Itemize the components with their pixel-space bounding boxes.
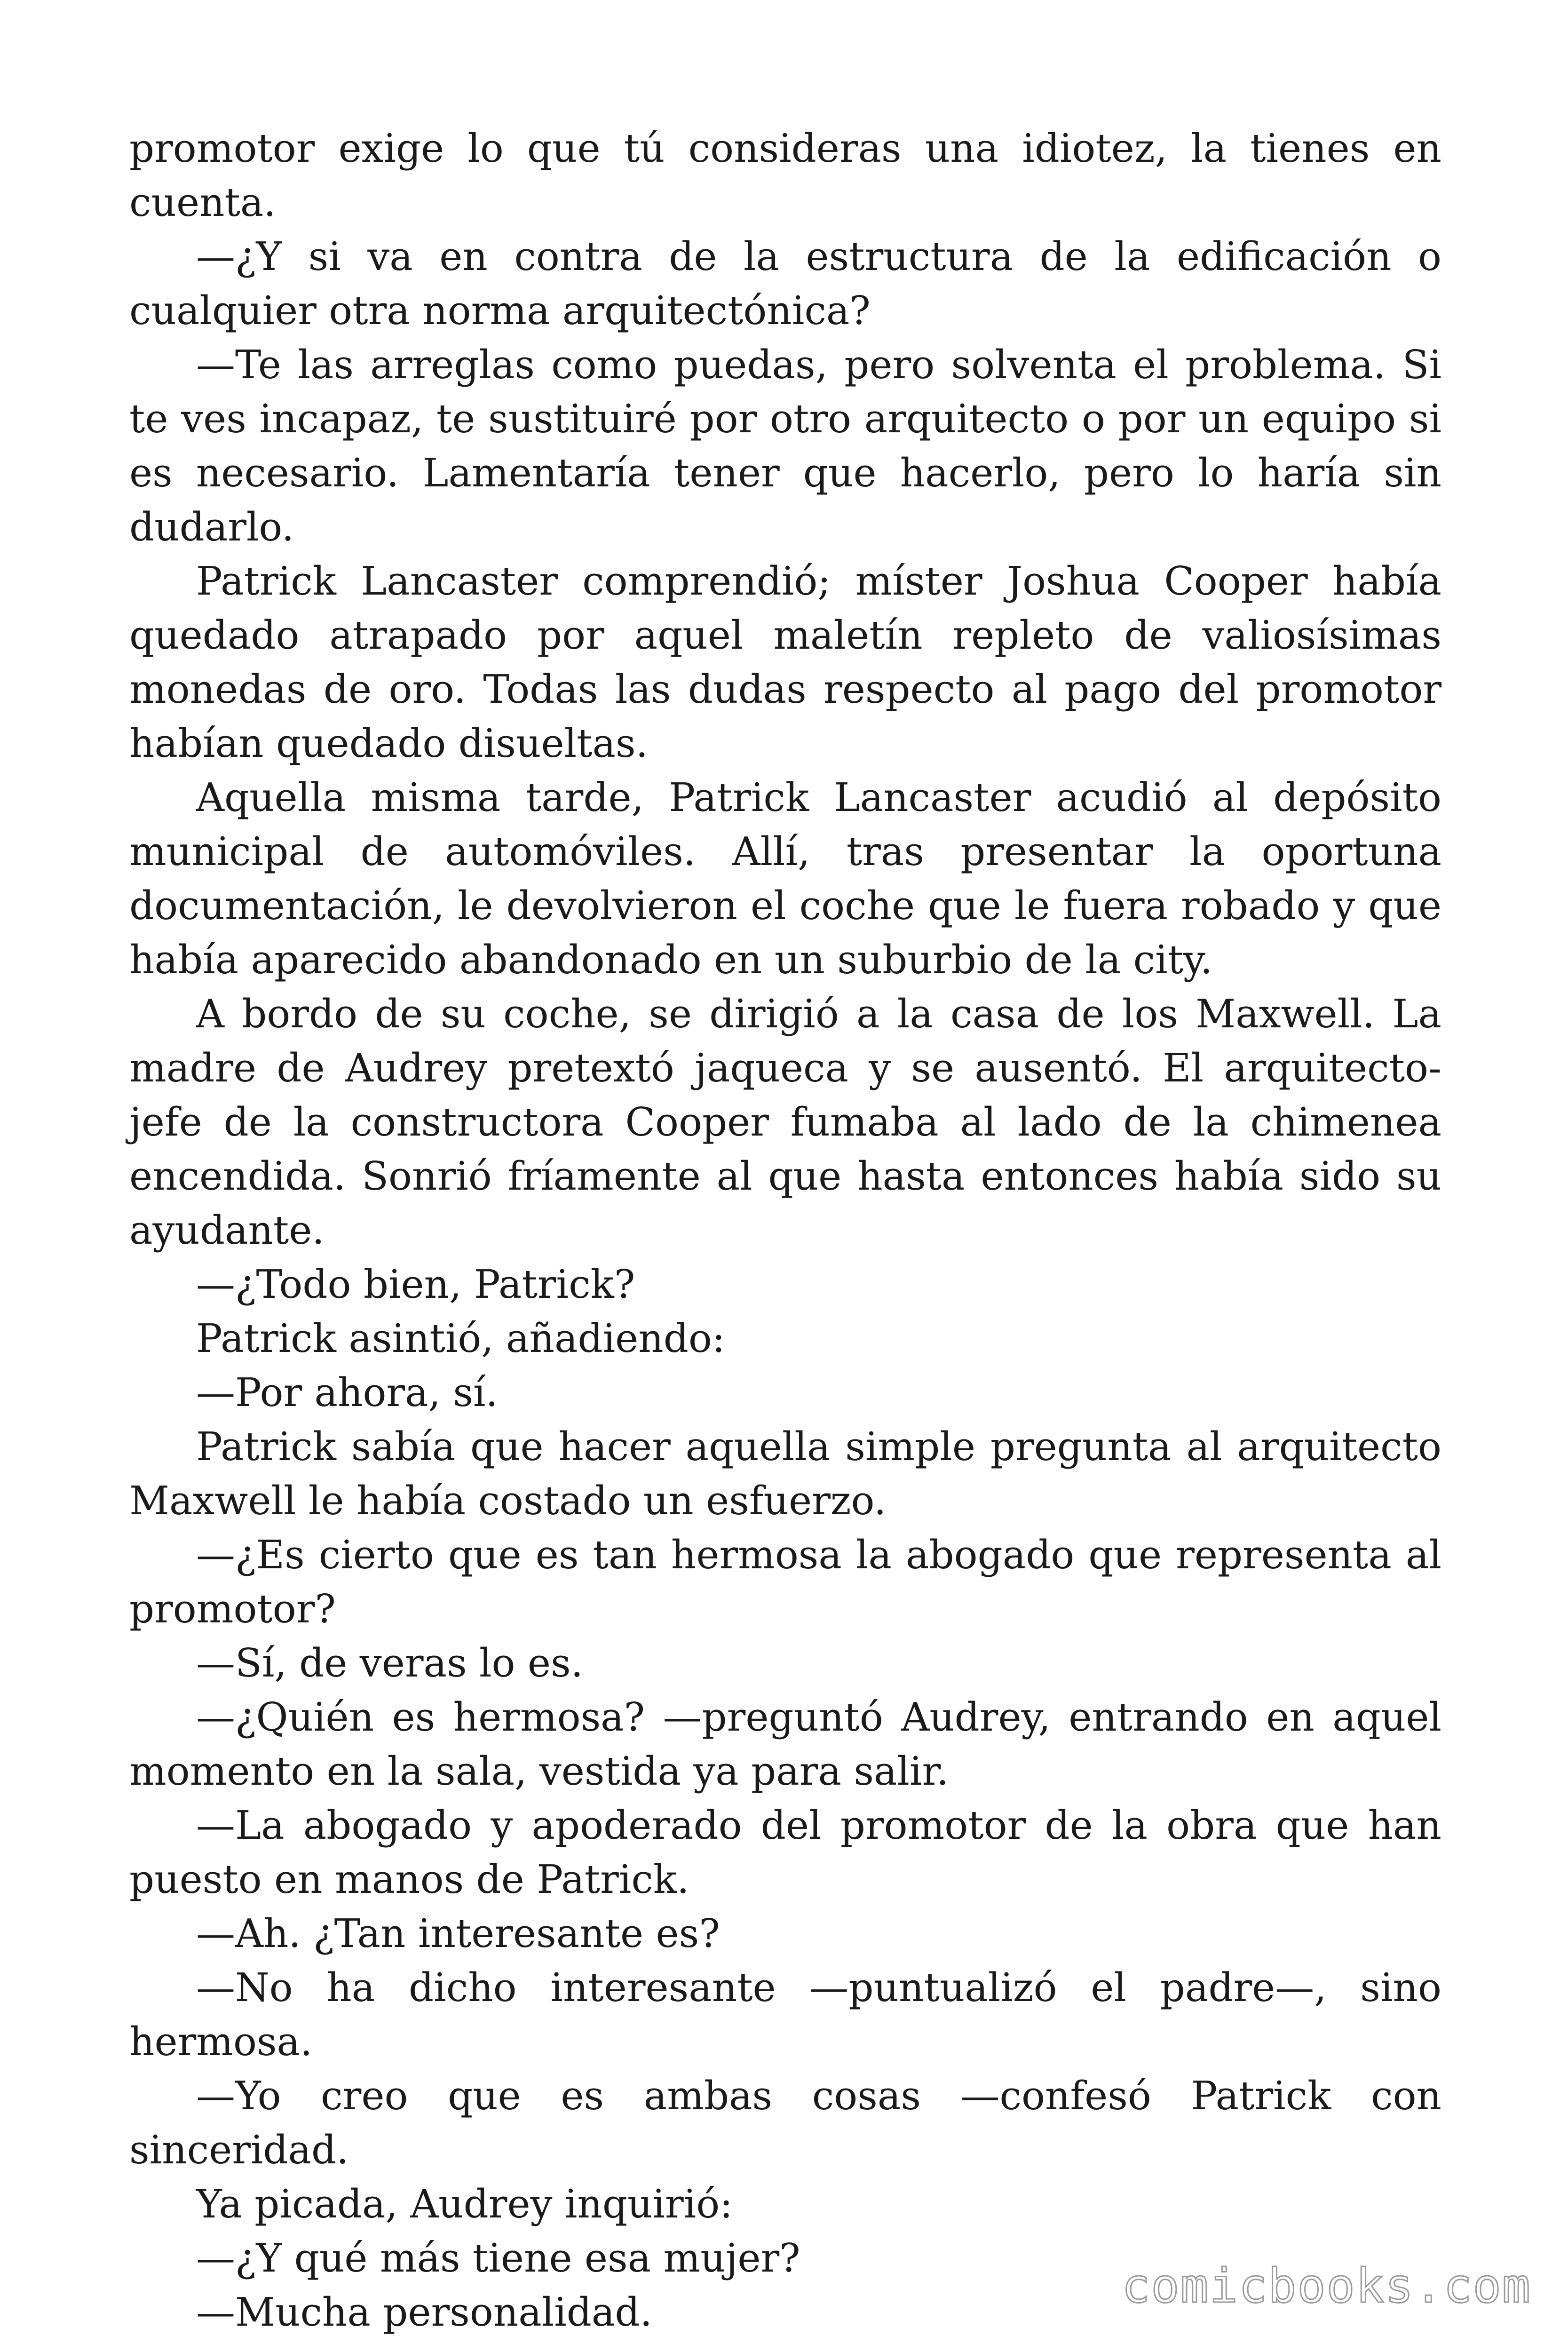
paragraph-20: —Mucha personalidad.: [196, 2289, 652, 2335]
paragraph-17: —Yo creo que es ambas cosas —confesó Patrick con sinceridad.: [129, 2073, 1441, 2173]
paragraph-13: —¿Quién es hermosa? —preguntó Audrey, entrando en aquel momento en la sala, vestida ya para salir.: [129, 1694, 1441, 1794]
paragraph-3: —Te las arreglas como puedas, pero solventa el problema. Si te ves incapaz, te sustituiré por otro arquitecto o por un equipo si es necesario. Lamentaría tener que hacerlo, pero lo haría sin dudarlo.: [129, 342, 1441, 550]
paragraph-10: Patrick sabía que hacer aquella simple pregunta al arquitecto Maxwell le había costado un esfuerzo.: [129, 1424, 1441, 1524]
paragraph-16: —No ha dicho interesante —puntualizó el padre—, sino hermosa.: [129, 1965, 1441, 2065]
paragraph-18: Ya picada, Audrey inquirió:: [196, 2181, 733, 2227]
paragraph-8: Patrick asintió, añadiendo:: [196, 1316, 725, 1361]
paragraph-2: —¿Y si va en contra de la estructura de la edificación o cualquier otra norma arquitectónica?: [129, 234, 1441, 334]
body-text: [129, 121, 1441, 2339]
paragraph-5: Aquella misma tarde, Patrick Lancaster acudió al depósito municipal de automóviles. Allí, tras presentar la oportuna documentación, le devolvieron el coche que le fuera robado y que había aparecido abandonado en un suburbio de la city.: [129, 775, 1441, 983]
paragraph-15: —Ah. ¿Tan interesante es?: [196, 1911, 720, 1956]
paragraph-1: promotor exige lo que tú consideras una idiotez, la tienes en cuenta.: [129, 126, 1441, 225]
paragraph-6: A bordo de su coche, se dirigió a la casa de los Maxwell. La madre de Audrey pretextó jaqueca y se ausentó. El arquitecto-jefe de la constructora Cooper fumaba al lado de la chimenea encendida. Sonrió fríamente al que hasta entonces había sido su ayudante.: [129, 991, 1441, 1253]
paragraph-12: —Sí, de veras lo es.: [196, 1640, 583, 1686]
watermark-text: comicbooks.com: [1122, 2258, 1531, 2313]
paragraph-4: Patrick Lancaster comprendió; míster Joshua Cooper había quedado atrapado por aquel maletín repleto de valiosísimas monedas de oro. Todas las dudas respecto al pago del promotor habían quedado disueltas.: [129, 558, 1441, 766]
paragraph-11: —¿Es cierto que es tan hermosa la abogado que representa al promotor?: [129, 1532, 1441, 1632]
paragraph-9: —Por ahora, sí.: [196, 1370, 498, 1415]
paragraph-7: —¿Todo bien, Patrick?: [196, 1262, 635, 1307]
paragraph-14: —La abogado y apoderado del promotor de la obra que han puesto en manos de Patrick.: [129, 1803, 1441, 1902]
paragraph-19: —¿Y qué más tiene esa mujer?: [196, 2235, 800, 2281]
